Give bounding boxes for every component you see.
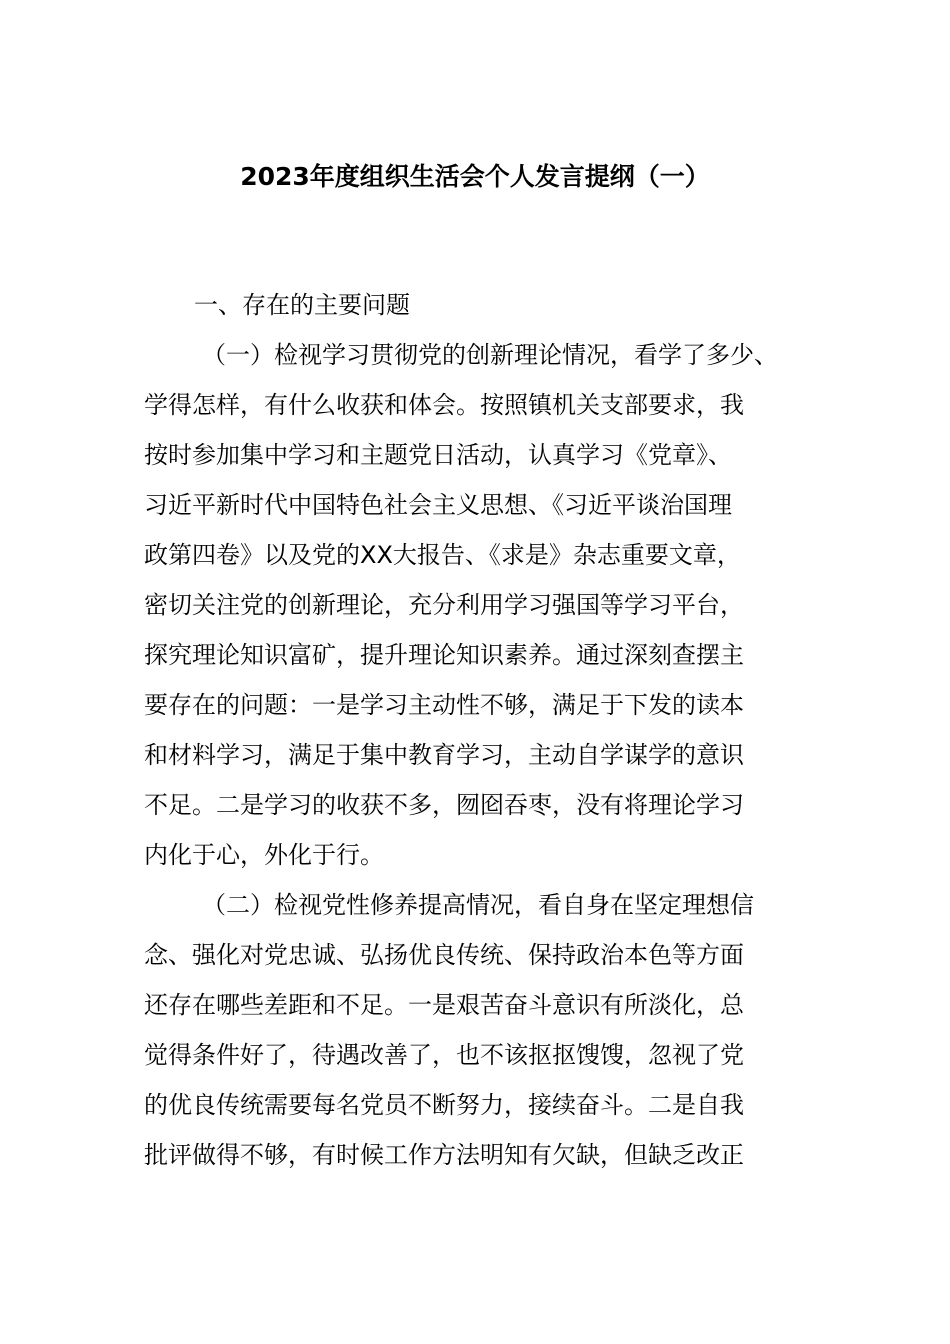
paragraph-line: 密切关注党的创新理论，充分利用学习强国等学习平台， [144, 591, 744, 619]
paragraph-line: 按时参加集中学习和主题党日活动，认真学习《党章》、 [144, 441, 732, 469]
paragraph-line: 学得怎样，有什么收获和体会。按照镇机关支部要求，我 [144, 391, 744, 419]
paragraph-line: 探究理论知识富矿，提升理论知识素养。通过深刻查摆主 [144, 641, 744, 669]
paragraph-line: 还存在哪些差距和不足。一是艰苦奋斗意识有所淡化，总 [144, 991, 744, 1019]
paragraph-line: 和材料学习，满足于集中教育学习，主动自学谋学的意识 [144, 741, 744, 769]
paragraph-line: 不足。二是学习的收获不多，囫囵吞枣，没有将理论学习 [144, 791, 744, 819]
paragraph-line: 要存在的问题：一是学习主动性不够，满足于下发的读本 [144, 691, 744, 719]
paragraph-line: 习近平新时代中国特色社会主义思想、《习近平谈治国理 [144, 491, 732, 519]
paragraph-line: 政第四卷》以及党的XX大报告、《求是》杂志重要文章， [144, 541, 741, 569]
paragraph-line: 念、强化对党忠诚、弘扬优良传统、保持政治本色等方面 [144, 941, 744, 969]
paragraph-line: （一）检视学习贯彻党的创新理论情况，看学了多少、 [202, 341, 778, 369]
paragraph-1 [144, 330, 814, 880]
paragraph-line: （二）检视党性修养提高情况，看自身在坚定理想信 [202, 891, 754, 919]
paragraph-2 [144, 880, 814, 1180]
section-heading: 一、存在的主要问题 [194, 291, 410, 319]
document-title: 2023年度组织生活会个人发言提纲（一） [240, 162, 710, 191]
paragraph-line: 觉得条件好了，待遇改善了，也不该抠抠馊馊，忽视了党 [144, 1041, 744, 1069]
paragraph-line: 的优良传统需要每名党员不断努力，接续奋斗。二是自我 [144, 1091, 744, 1119]
paragraph-line: 内化于心，外化于行。 [144, 841, 384, 869]
document-body [144, 280, 814, 1180]
paragraph-line: 批评做得不够，有时候工作方法明知有欠缺，但缺乏改正 [144, 1141, 744, 1169]
